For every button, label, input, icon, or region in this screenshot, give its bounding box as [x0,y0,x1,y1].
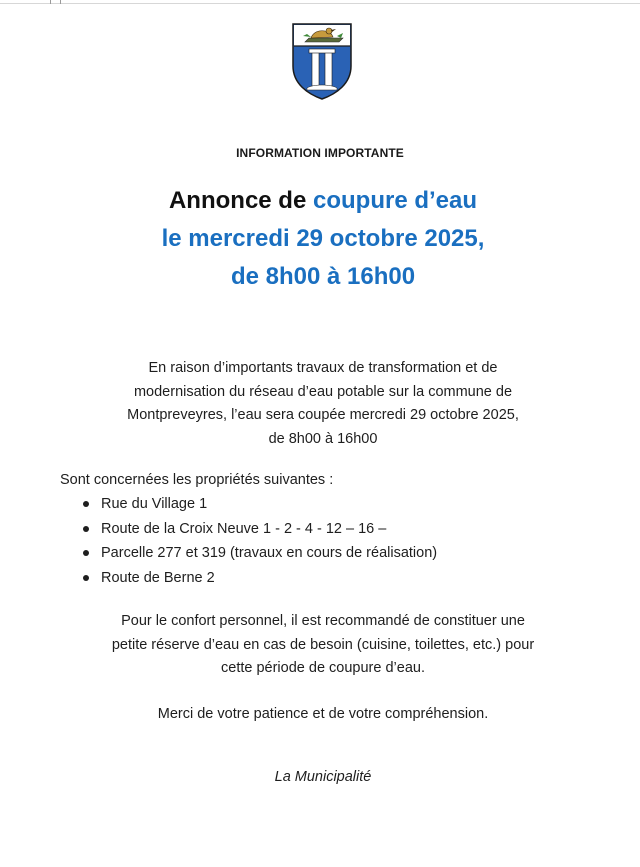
headline-date: le mercredi 29 octobre 2025, [161,225,485,252]
list-item [60,492,437,517]
list-item-text: Parcelle 277 et 319 (travaux en cours de réalisation) [101,545,438,561]
intro-line: Montpreveyres, l’eau sera coupée mercredi 29 octobre 2025, [127,407,519,423]
advice-line: petite réserve d’eau en cas de besoin (cuisine, toilettes, etc.) pour [111,636,535,653]
intro-line: En raison d’importants travaux de transformation et de [148,360,498,376]
intro-paragraph [0,357,640,451]
list-item-text: Rue du Village 1 [101,496,208,512]
headline-hours: de 8h00 à 16h00 [230,263,416,290]
list-item [60,566,437,591]
advice-line: Pour le confort personnel, il est recommandé de constituer une [121,613,525,629]
thanks-paragraph: Merci de votre patience et de votre compréhension. [157,706,489,722]
bullet-icon [83,501,89,507]
page-top-border [0,3,640,4]
bullet-icon [83,550,89,556]
list-item [60,541,437,566]
announcement-headline [0,182,640,296]
intro-line: modernisation du réseau d’eau potable sur la commune de [133,383,513,400]
headline-highlight: coupure d’eau [312,187,478,214]
list-item-text: Route de Berne 2 [101,569,215,586]
properties-list [60,492,437,590]
headline-line-1 [0,182,640,220]
signature: La Municipalité [274,769,372,785]
coat-of-arms-icon [291,22,353,100]
advice-line: cette période de coupure d’eau. [221,660,425,676]
bullet-icon [83,526,89,532]
properties-intro: Sont concernées les propriétés suivantes : [60,472,334,488]
headline-prefix: Annonce de [168,187,313,214]
important-information-label: INFORMATION IMPORTANTE [236,146,404,160]
advice-paragraph [0,610,640,681]
page-corner-mark [50,0,61,4]
list-item-text: Route de la Croix Neuve 1 - 2 - 4 - 12 – 16 – [101,520,387,537]
list-item [60,517,437,542]
bullet-icon [83,575,89,581]
intro-line: de 8h00 à 16h00 [268,430,378,447]
